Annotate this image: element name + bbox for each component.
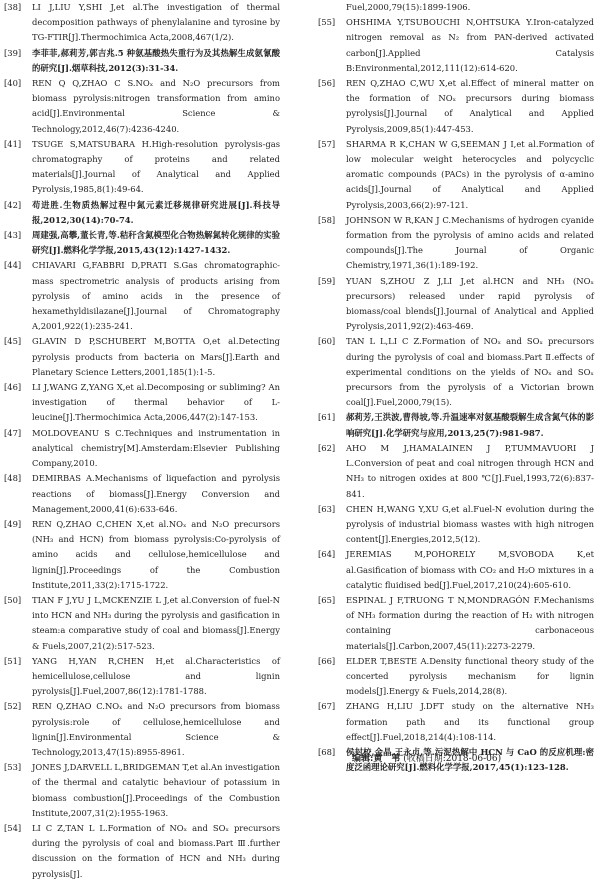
reference-item	[318, 547, 594, 593]
reference-item	[318, 699, 594, 745]
reference-number: [54]	[4, 822, 22, 833]
left-column	[4, 0, 280, 882]
reference-number: [58]	[318, 214, 336, 225]
reference-continuation: Fuel,2000,79(15):1899-1906.	[346, 2, 471, 12]
reference-item	[4, 258, 280, 334]
reference-number: [40]	[4, 78, 22, 89]
reference-number: [47]	[4, 427, 22, 438]
reference-item	[4, 198, 280, 228]
reference-number: [68]	[318, 746, 336, 757]
reference-number: [51]	[4, 655, 22, 666]
reference-text: TIAN F J,YU J L,MCKENZIE L J,et al.Conversion of fuel-N into HCN and NH₃ during the pyrolysis and gasification in steam:a comparative study of coal and biomass[J].Energy & Fuels,2007,21(2):517-523.	[32, 594, 280, 651]
reference-text: 郝莉芳,王洪波,曹得坡,等.升温速率对氨基酸裂解生成含氮气体的影响研究[J].化学研究与应用,2013,25(7):981-987.	[346, 412, 594, 438]
reference-item	[4, 760, 280, 821]
reference-item	[318, 410, 594, 440]
reference-number: [39]	[4, 47, 22, 58]
right-reference-list	[318, 15, 594, 775]
reference-text: MOLDOVEANU S C.Techniques and instrumentation in analytical chemistry[M].Amsterdam:Elsevier Publishing Company,2010.	[32, 427, 280, 469]
reference-number: [41]	[4, 138, 22, 149]
reference-number: [46]	[4, 382, 22, 393]
reference-item	[318, 274, 594, 335]
reference-item	[4, 334, 280, 380]
reference-text: 苟进胜.生物质热解过程中氮元素迁移规律研究进展[J].科技导报,2012,30(14):70-74.	[32, 199, 280, 225]
reference-text: 侯封校,金晶,王永贞,等.污泥热解中 HCN 与 CaO 的反应机理:密度泛函理论研究[J].燃料化学学报,2017,45(1):123-128.	[346, 746, 594, 773]
reference-item	[4, 76, 280, 137]
reference-item	[318, 593, 594, 654]
reference-item	[4, 0, 280, 46]
reference-item	[4, 821, 280, 882]
reference-text: TAN L L,LI C Z.Formation of NOₓ and SOₓ precursors during the pyrolysis of coal and biomass.Part Ⅱ.effects of experimental conditions on the yields of NOₓ and SOₓ precursors from the pyrolysis of a Victorian brown coal[J].Fuel,2000,79(15).	[346, 336, 594, 408]
reference-item	[318, 654, 594, 700]
reference-number: [63]	[318, 503, 336, 514]
reference-item	[4, 380, 280, 426]
reference-number: [50]	[4, 594, 22, 605]
reference-text: JONES J,DARVELL L,BRIDGEMAN T,et al.An investigation of the thermal and catalytic behaviour of potassium in biomass combustion[J].Proceedings of the Combustion Institute,2007,31(2):1955-1963.	[32, 762, 280, 818]
reference-text: LI C Z,TAN L L.Formation of NOₓ and SOₓ precursors during the pyrolysis of coal and biomass.Part Ⅲ.further discussion on the formation of HCN and NH₃ during pyrolysis[J].	[32, 822, 280, 879]
reference-item	[318, 334, 594, 410]
reference-text: CHEN H,WANG Y,XU G,et al.Fuel-N evolution during the pyrolysis of industrial biomass wastes with high nitrogen content[J].Energies,2012,5(12).	[346, 503, 594, 545]
reference-number: [42]	[4, 199, 22, 210]
reference-number: [59]	[318, 275, 336, 286]
reference-text: 李菲菲,郝莉芳,郭吉兆.5 种氨基酸热失重行为及其热解生成氨氰酸的研究[J].烟草科技,2012(3):31-34.	[32, 47, 280, 73]
reference-text: LI J,LIU Y,SHI J,et al.The investigation of thermal decomposition pathways of phenylalanine and tyrosine by TG-FTIR[J].Thermochimica Acta,2008,467(1/2).	[32, 2, 280, 43]
reference-text: JOHNSON W R,KAN J C.Mechanisms of hydrogen cyanide formation from the pyrolysis of amino acids and related compounds[J].The Journal of Organic Chemistry,1971,36(1):189-192.	[346, 214, 594, 271]
reference-text: ZHANG H,LIU J.DFT study on the alternative NH₃ formation path and its functional group effect[J].Fuel,2018,214(4):108-114.	[346, 701, 594, 742]
reference-text: REN Q,ZHAO C,WU X,et al.Effect of mineral matter on the formation of NOₓ precursors during biomass pyrolysis[J].Journal of Analytical and Applied Pyrolysis,2009,85(1):447-453.	[346, 78, 594, 134]
reference-number: [57]	[318, 138, 336, 149]
reference-number: [56]	[318, 78, 336, 89]
reference-text: YANG H,YAN R,CHEN H,et al.Characteristics of hemicellulose,cellulose and lignin pyrolysis[J].Fuel,2007,86(12):1781-1788.	[32, 655, 280, 697]
reference-text: GLAVIN D P,SCHUBERT M,BOTTA O,et al.Detecting pyrolysis products from bacteria on Mars[J].Earth and Planetary Science Letters,2001,185(1):1-5.	[32, 336, 280, 377]
reference-number: [52]	[4, 701, 22, 712]
reference-item	[318, 137, 594, 213]
reference-number: [60]	[318, 336, 336, 347]
reference-number: [64]	[318, 549, 336, 560]
reference-text: 周建强,高攀,董长青,等.秸秆含氮模型化合物热解氮转化规律的实验研究[J].燃料化学学报,2015,43(12):1427-1432.	[32, 230, 280, 256]
reference-number: [61]	[318, 412, 336, 423]
reference-number: [62]	[318, 442, 336, 453]
reference-text: AHO M J,HAMALAINEN J P,TUMMAVUORI J L.Conversion of peat and coal nitrogen through HCN and NH₃ to nitrogen oxides at 800 ℃[J].Fuel,1993,72(6):837-841.	[346, 442, 594, 499]
reference-text: OHSHIMA Y,TSUBOUCHI N,OHTSUKA Y.Iron-catalyzed nitrogen removal as N₂ from PAN-derived activated carbon[J].Applied Catalysis B:Environmental,2012,111(12):614-620.	[346, 17, 594, 73]
reference-item	[4, 654, 280, 700]
reference-text: ELDER T,BESTE A.Density functional theory study of the concerted pyrolysis mechanism for lignin models[J].Energy & Fuels,2014,28(8).	[346, 655, 594, 697]
reference-number: [65]	[318, 594, 336, 605]
reference-item	[4, 517, 280, 593]
reference-number: [38]	[4, 2, 22, 12]
reference-item	[318, 441, 594, 502]
reference-number: [43]	[4, 230, 22, 241]
reference-text: REN Q,ZHAO C.NOₓ and N₂O precursors from biomass pyrolysis:role of cellulose,hemicellulose and lignin[J].Environmental Science & Technology,2013,47(15):8955-8961.	[32, 701, 280, 757]
reference-number: [49]	[4, 518, 22, 529]
reference-text: ESPINAL J F,TRUONG T N,MONDRAGÓN F.Mechanisms of NH₃ formation during the reaction of H₂ with nitrogen containing carbonaceous materials[J].Carbon,2007,45(11):2273-2279.	[346, 594, 594, 651]
editor-name: 编辑:黄 苇	[352, 754, 401, 764]
reference-number: [44]	[4, 260, 22, 271]
reference-item	[4, 46, 280, 76]
reference-item	[4, 228, 280, 258]
reference-text: REN Q Q,ZHAO C S.NOₓ and N₂O precursors from biomass pyrolysis:nitrogen transformation from amino acid[J].Environmental Science & Technology,2012,46(7):4236-4240.	[32, 78, 280, 134]
reference-item	[318, 502, 594, 548]
reference-item	[318, 15, 594, 76]
right-column	[318, 0, 594, 775]
reference-text: TSUGE S,MATSUBARA H.High-resolution pyrolysis-gas chromatography of proteins and related materials[J].Journal of Analytical and Applied Pyrolysis,1985,8(1):49-64.	[32, 138, 280, 195]
reference-number: [55]	[318, 17, 336, 28]
reference-number: [48]	[4, 473, 22, 484]
reference-item	[4, 593, 280, 654]
reference-text: JEREMIAS M,POHORELY M,SVOBODA K,et al.Gasification of biomass with CO₂ and H₂O mixtures in a catalytic fluidised bed[J].Fuel,2017,210(24):605-610.	[346, 549, 594, 590]
reference-item	[318, 213, 594, 274]
reference-item	[4, 699, 280, 760]
reference-text: SHARMA R K,CHAN W G,SEEMAN J I,et al.Formation of low molecular weight heterocycles and polycyclic aromatic compounds (PACs) in the pyrolysis of α-amino acids[J].Journal of Analytical and Applied Pyrolysis,2003,66(2):97-121.	[346, 138, 594, 210]
reference-text: DEMIRBAS A.Mechanisms of liquefaction and pyrolysis reactions of biomass[J].Energy Conversion and Management,2000,41(6):633-646.	[32, 473, 280, 514]
reference-number: [66]	[318, 655, 336, 666]
received-date: (收稿日期:2018-06-06)	[403, 754, 502, 764]
reference-text: YUAN S,ZHOU Z J,LI J,et al.HCN and NH₃ (NOₓ precursors) released under rapid pyrolysis of biomass/coal blends[J].Journal of Analytical and Applied Pyrolysis,2011,92(2):463-469.	[346, 275, 594, 332]
reference-item	[318, 76, 594, 137]
reference-number: [53]	[4, 762, 22, 773]
reference-number: [45]	[4, 336, 22, 347]
reference-text: REN Q,ZHAO C,CHEN X,et al.NOₓ and N₂O precursors (NH₃ and HCN) from biomass pyrolysis:Co-pyrolysis of amino acids and cellulose,hemicellulose and lignin[J].Proceedings of the Combustion Institute,2011,33(2):1715-1722.	[32, 518, 280, 590]
reference-item	[4, 426, 280, 472]
reference-number: [67]	[318, 701, 336, 712]
editor-footer	[352, 752, 501, 766]
reference-item	[4, 471, 280, 517]
reference-text: CHIAVARI G,FABBRI D,PRATI S.Gas chromatographic-mass spectrometric analysis of products arising from pyrolysis of amino acids in the presence of hexamethyldisilazane[J].Journal of Chromatography A,2001,922(1):235-241.	[32, 260, 280, 332]
reference-text: LI J,WANG Z,YANG X,et al.Decomposing or subliming? An investigation of thermal behavior of L-leucine[J].Thermochimica Acta,2006,447(2):147-153.	[32, 382, 280, 423]
reference-item	[4, 137, 280, 198]
